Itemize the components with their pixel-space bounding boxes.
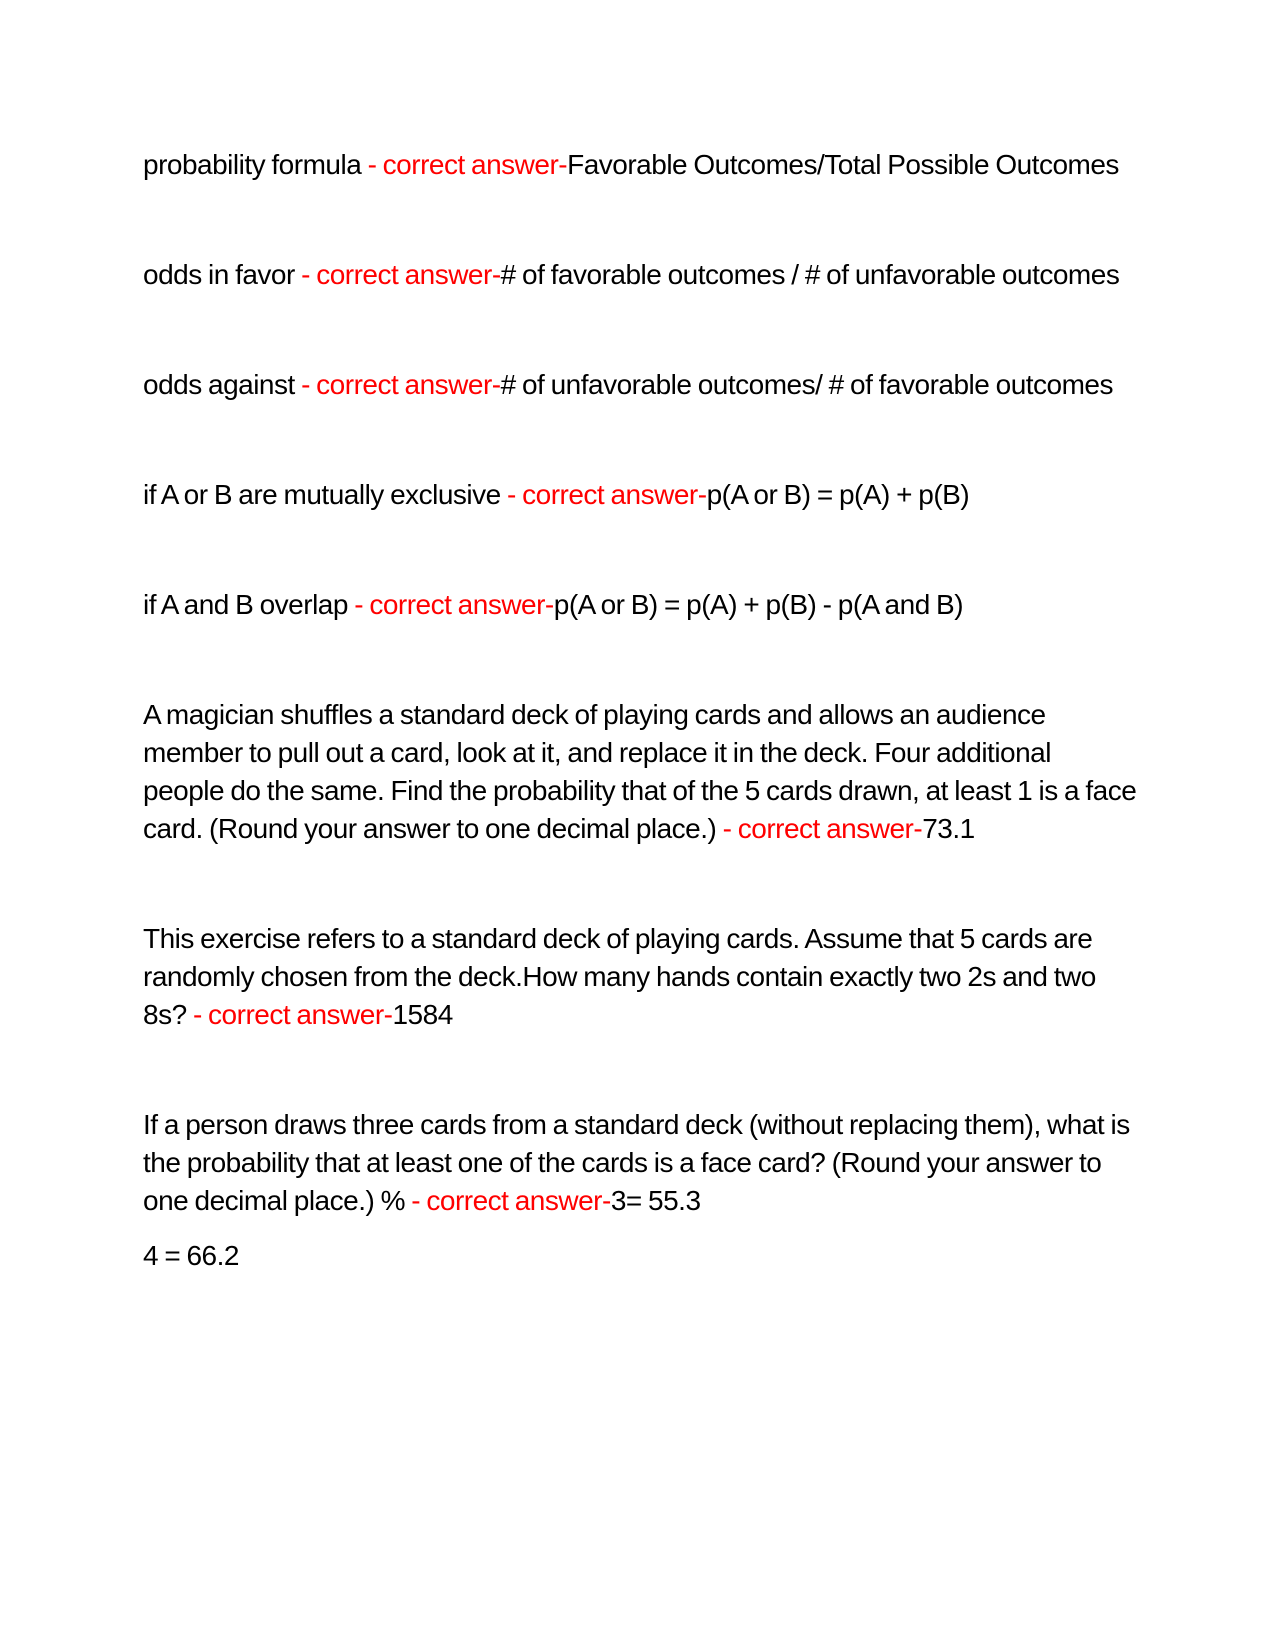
qa-block — [143, 366, 1138, 404]
correct-answer-marker: - correct answer- — [507, 479, 707, 510]
document-content — [143, 146, 1138, 1275]
correct-answer-marker: - correct answer- — [301, 369, 501, 400]
correct-answer-marker: - correct answer- — [722, 813, 923, 844]
question-text: If a person draws three cards from a standard deck (without replacing them), what is the probability that at least one of the cards is a face card? (Round your answer to one decimal place.) % — [143, 1109, 1130, 1216]
qa-block — [143, 1106, 1138, 1220]
qa-block — [143, 920, 1138, 1034]
qa-block — [143, 696, 1138, 848]
question-text: odds against — [143, 369, 302, 400]
answer-text: Favorable Outcomes/Total Possible Outcomes — [567, 149, 1119, 180]
answer-text: 1584 — [392, 999, 453, 1030]
correct-answer-marker: - correct answer- — [367, 149, 568, 180]
question-text: odds in favor — [143, 259, 302, 290]
correct-answer-marker: - correct answer- — [411, 1185, 611, 1216]
correct-answer-marker: - correct answer- — [301, 259, 501, 290]
answer-text: # of unfavorable outcomes/ # of favorable outcomes — [500, 369, 1114, 400]
question-text: if A or B are mutually exclusive — [143, 479, 508, 510]
correct-answer-marker: - correct answer- — [192, 999, 393, 1030]
question-text: A magician shuffles a standard deck of playing cards and allows an audience member to pull out a card, look at it, and replace it in the deck. Four additional people do the same. Find the probability that of the 5 cards drawn, at least 1 is a face card. (Round your answer to one decimal place.) — [143, 699, 1137, 844]
question-text: This exercise refers to a standard deck of playing cards. Assume that 5 cards are randomly chosen from the deck.How many hands contain exactly two 2s and two 8s? — [143, 923, 1096, 1030]
qa-block — [143, 146, 1138, 184]
qa-block — [143, 1237, 1138, 1275]
answer-text: # of favorable outcomes / # of unfavorable outcomes — [500, 259, 1120, 290]
answer-text: p(A or B) = p(A) + p(B) - p(A and B) — [553, 589, 964, 620]
answer-text: 73.1 — [922, 813, 975, 844]
qa-block — [143, 586, 1138, 624]
question-text: if A and B overlap — [143, 589, 355, 620]
qa-block — [143, 256, 1138, 294]
qa-block — [143, 476, 1138, 514]
question-text: 4 = 66.2 — [143, 1240, 239, 1271]
question-text: probability formula — [143, 149, 368, 180]
correct-answer-marker: - correct answer- — [354, 589, 554, 620]
answer-text: p(A or B) = p(A) + p(B) — [706, 479, 970, 510]
answer-text: 3= 55.3 — [610, 1185, 701, 1216]
